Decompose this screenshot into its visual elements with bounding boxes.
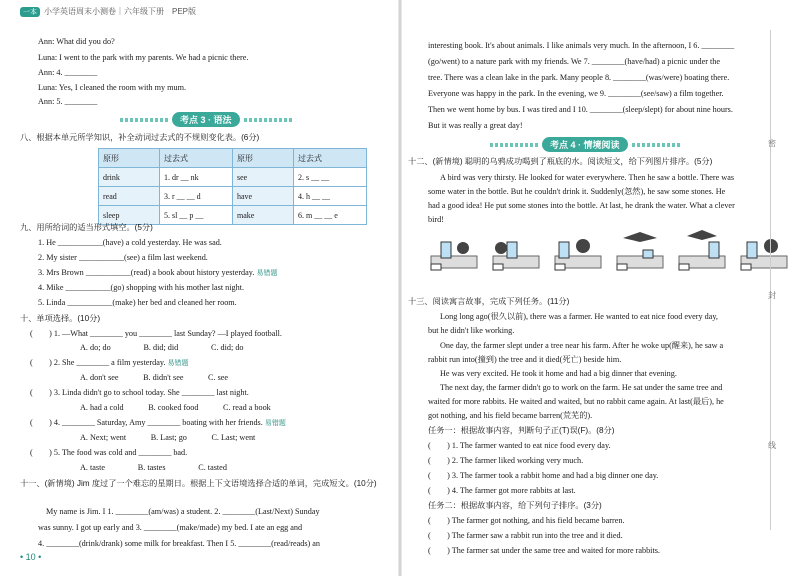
q9-item-text: 3. Mrs Brown ___________(read) a book about history yesterday. bbox=[38, 268, 255, 277]
page-number-value: 10 bbox=[25, 552, 36, 562]
task2-title: 任务二：根据故事内容，给下列句子排序。(3分) bbox=[428, 501, 602, 510]
passage-line: He was very excited. He took it home and had a big dinner that evening. bbox=[440, 369, 677, 378]
passage-line: but he didn't like working. bbox=[428, 326, 515, 335]
side-label: 封 bbox=[768, 291, 776, 300]
table-row bbox=[99, 187, 367, 206]
tricky-note: 易错题 bbox=[256, 269, 278, 277]
passage-line: Long long ago(很久以前), there was a farmer. He wanted to eat nice food every day, bbox=[440, 312, 718, 321]
q10-options: A. Next; went B. Last; go C. Last; went bbox=[80, 433, 256, 442]
table-cell[interactable]: 6. m __ __ e bbox=[294, 206, 367, 225]
q9-item[interactable] bbox=[38, 267, 277, 279]
table-cell[interactable]: 5. sl __ p __ bbox=[160, 206, 233, 225]
table-cell: drink bbox=[99, 168, 160, 187]
dialog-line: Ann: 5. ________ bbox=[38, 97, 98, 106]
q10-options: A. had a cold B. cooked food C. read a book bbox=[80, 403, 271, 412]
side-label: 线 bbox=[768, 441, 776, 450]
table-header: 过去式 bbox=[294, 149, 367, 168]
q13-title: 十三、阅读寓言故事，完成下列任务。(11分) bbox=[408, 297, 570, 306]
tricky-note: 易错题 bbox=[264, 419, 286, 427]
passage-line: waited for more rabbits. He waited and waited, but no rabbit came again. At last(最后), he bbox=[428, 397, 724, 406]
passage-line: some water in the bottle. But he couldn't drink it. Suddenly(忽然), he saw some stones. He bbox=[428, 187, 726, 196]
q10-options: A. do; do B. did; did C. did; do bbox=[80, 343, 244, 352]
q10-question[interactable] bbox=[30, 417, 286, 429]
table-header: 原形 bbox=[99, 149, 160, 168]
q10-question[interactable]: ( ) 1. —What ________ you ________ last Sunday? —I played football. bbox=[30, 329, 282, 338]
table-row bbox=[99, 168, 367, 187]
header-title: 小学英语周末小测卷｜六年级下册 PEP版 bbox=[44, 7, 197, 16]
q11-line[interactable]: Everyone was happy in the park. In the evening, we 9. ________(see/saw) a film together. bbox=[428, 89, 724, 98]
task1-item[interactable]: ( ) 1. The farmer wanted to eat nice food every day. bbox=[428, 441, 611, 450]
q10-options: A. don't see B. didn't see C. see bbox=[80, 373, 229, 382]
q11-title: 十一、(新情境) Jim 度过了一个难忘的星期日。根据上下文语境选择合适的单词，完成短文。(10分) bbox=[20, 479, 377, 488]
table-cell: sleep bbox=[99, 206, 160, 225]
task2-item[interactable]: ( ) The farmer got nothing, and his field became barren. bbox=[428, 516, 625, 525]
table-cell[interactable]: 2. s __ __ bbox=[294, 168, 367, 187]
task2-item[interactable]: ( ) The farmer sat under the same tree and waited for more rabbits. bbox=[428, 546, 660, 555]
table-cell[interactable]: 3. r __ __ d bbox=[160, 187, 233, 206]
table-header: 原形 bbox=[233, 149, 294, 168]
q8-title: 八、根据本单元所学知识，补全动词过去式的不规则变化表。(6分) bbox=[20, 133, 260, 142]
passage-line: got nothing, and his field became barren(荒芜的). bbox=[428, 411, 593, 420]
q10-options: A. taste B. tastes C. tasted bbox=[80, 463, 227, 472]
task1-item[interactable]: ( ) 3. The farmer took a rabbit home and had a big dinner one day. bbox=[428, 471, 659, 480]
page-number: • 10 • bbox=[20, 552, 42, 562]
dialog-line: Luna: I went to the park with my parents. We had a picnic there. bbox=[38, 53, 249, 62]
section-3-heading bbox=[120, 112, 292, 127]
page-header bbox=[20, 6, 196, 17]
section-3-label: 考点 3 · 语法 bbox=[172, 112, 240, 127]
section-4-label: 考点 4 · 情境阅读 bbox=[542, 137, 628, 152]
table-cell[interactable]: 1. dr __ nk bbox=[160, 168, 233, 187]
q12-title: 十二、(新情境) 聪明的乌鸦成功喝到了瓶底的水。阅读短文，给下列图片排序。(5分) bbox=[408, 157, 713, 166]
side-label: 密 bbox=[768, 139, 776, 148]
q11-line[interactable]: Then we went home by bus. I was tired and I 10. ________(sleep/slept) for about nine hours. bbox=[428, 105, 733, 114]
q11-line[interactable]: interesting book. It's about animals. I like animals very much. In the afternoon, I 6. ________ bbox=[428, 41, 735, 50]
dialog-line: Ann: What did you do? bbox=[38, 37, 115, 46]
q10-question[interactable] bbox=[30, 357, 189, 369]
q11-line[interactable]: My name is Jim. I 1. ________(am/was) a student. 2. ________(Last/Next) Sunday bbox=[46, 507, 320, 516]
verb-table bbox=[98, 148, 367, 225]
q11-line[interactable]: 4. ________(drink/drank) some milk for breakfast. Then I 5. ________(read/reads) an bbox=[38, 539, 321, 548]
q9-item[interactable]: 2. My sister ___________(see) a film last weekend. bbox=[38, 253, 208, 262]
passage-line: rabbit run into(撞到) the tree and it died(死亡) beside him. bbox=[428, 355, 622, 364]
right-page-lower bbox=[400, 0, 800, 576]
binding-line bbox=[770, 30, 771, 530]
q11-line: But it was really a great day! bbox=[428, 121, 523, 130]
table-cell: read bbox=[99, 187, 160, 206]
task1-item[interactable]: ( ) 2. The farmer liked working very much. bbox=[428, 456, 584, 465]
q9-item[interactable]: 1. He ___________(have) a cold yesterday. He was sad. bbox=[38, 238, 222, 247]
q9-item[interactable]: 5. Linda ___________(make) her bed and cleaned her room. bbox=[38, 298, 237, 307]
q10-question[interactable]: ( ) 5. The food was cold and ________ bad. bbox=[30, 448, 188, 457]
q10-question-text: ( ) 2. She ________ a film yesterday. bbox=[30, 358, 166, 367]
task1-item[interactable]: ( ) 4. The farmer got more rabbits at last. bbox=[428, 486, 576, 495]
table-cell[interactable]: 4. h __ __ bbox=[294, 187, 367, 206]
tricky-note: 易错题 bbox=[167, 359, 189, 367]
q10-question-text: ( ) 4. ________ Saturday, Amy ________ boating with her friends. bbox=[30, 418, 263, 427]
table-cell: make bbox=[233, 206, 294, 225]
q10-question[interactable]: ( ) 3. Linda didn't go to school today. She ________ last night. bbox=[30, 388, 249, 397]
table-cell: see bbox=[233, 168, 294, 187]
passage-line: had a good idea! He put some stones into the bottle. At last, he drank the water. What a clever bbox=[428, 201, 735, 210]
passage-line: The next day, the farmer didn't go to work on the farm. He sat under the same tree and bbox=[440, 383, 723, 392]
q11-line[interactable]: (go/went) to a nature park with my friends. We 7. ________(have/had) a picnic under the bbox=[428, 57, 721, 66]
brand-logo: 一本 bbox=[20, 7, 40, 17]
task1-title: 任务一：根据故事内容，判断句子正(T)误(F)。(8分) bbox=[428, 426, 615, 435]
passage-line: A bird was very thirsty. He looked for water everywhere. Then he saw a bottle. There was bbox=[440, 173, 735, 182]
dialog-line: Luna: Yes, I cleaned the room with my mum. bbox=[38, 83, 187, 92]
table-cell: have bbox=[233, 187, 294, 206]
q9-title: 九、用所给词的适当形式填空。(5分) bbox=[20, 223, 153, 232]
task2-item[interactable]: ( ) The farmer saw a rabbit run into the tree and it died. bbox=[428, 531, 623, 540]
table-header: 过去式 bbox=[160, 149, 233, 168]
q10-title: 十、单项选择。(10分) bbox=[20, 314, 101, 323]
passage-line: One day, the farmer slept under a tree near his farm. After he woke up(醒来), he saw a bbox=[440, 341, 724, 350]
q11-line[interactable]: was sunny. I got up early and 3. ________(make/made) my bed. I ate an egg and bbox=[38, 523, 303, 532]
dialog-line: Ann: 4. ________ bbox=[38, 68, 98, 77]
passage-line: bird! bbox=[428, 215, 444, 224]
q9-item[interactable]: 4. Mike ___________(go) shopping with his mother last night. bbox=[38, 283, 245, 292]
q11-line[interactable]: tree. There was a clean lake in the park. Many people 8. ________(was/were) boating there. bbox=[428, 73, 730, 82]
